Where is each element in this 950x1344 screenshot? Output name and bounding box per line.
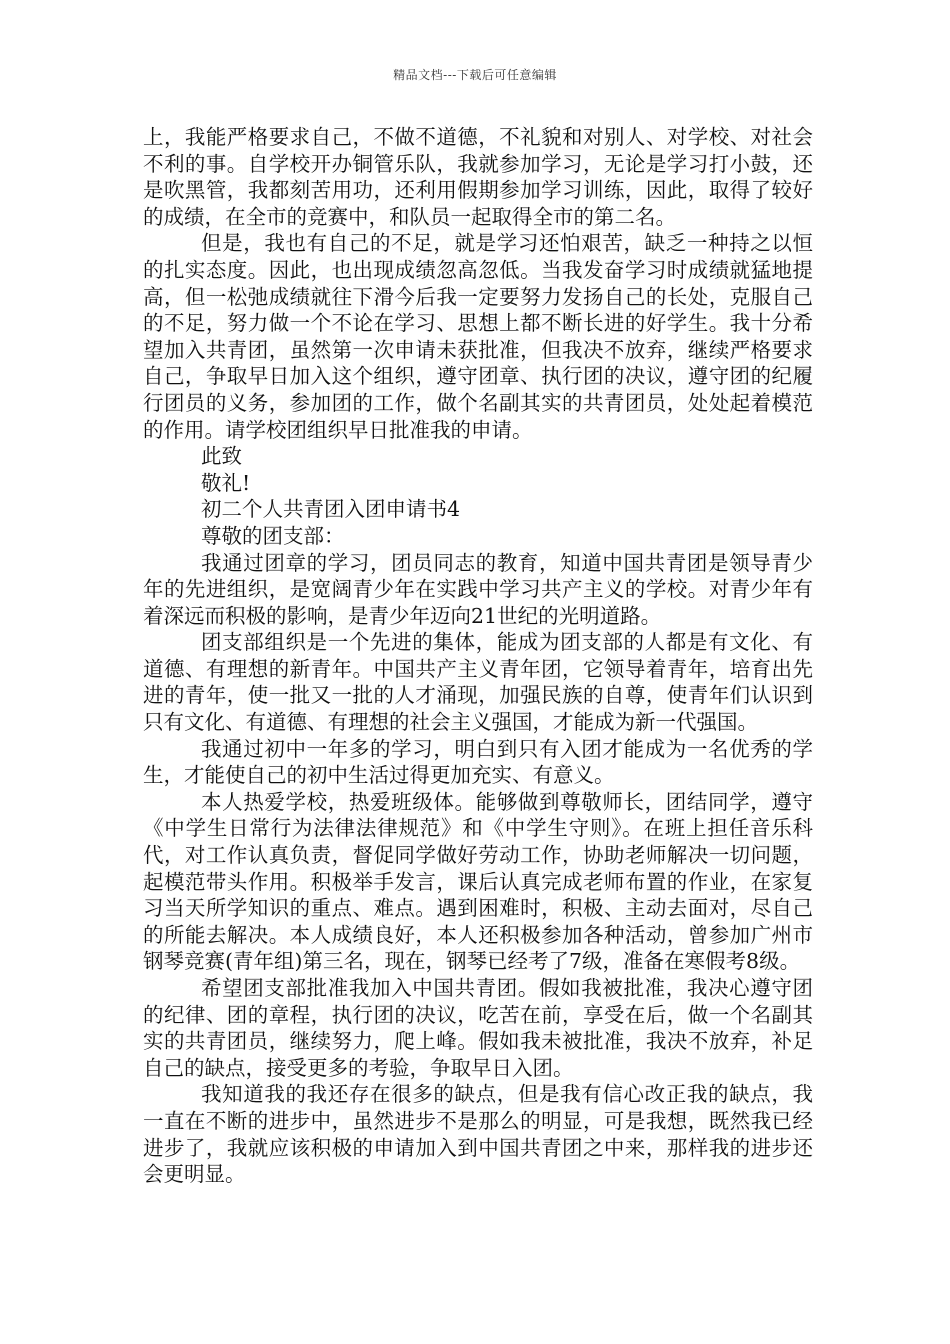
paragraph-12: 我知道我的我还存在很多的缺点，但是我有信心改正我的缺点，我一直在不断的进步中，虽然进步不是那么的明显，可是我想，既然我已经进步了，我就应该积极的申请加入到中国共青团之中来，那样我的进步还会更明显。 xyxy=(143,1082,813,1187)
section-title: 初二个人共青团入团申请书4 xyxy=(201,497,461,522)
closing-cizhi: 此致 xyxy=(201,444,242,469)
paragraph-10: 本人热爱学校，热爱班级体。能够做到尊敬师长，团结同学，遵守《中学生日常行为法律法律规范》和《中学生守则》。在班上担任音乐科代，对工作认真负责，督促同学做好劳动工作，协助老师解决一切问题，起模范带头作用。积极举手发言，课后认真完成老师布置的作业，在家复习当天所学知识的重点、难点。遇到困难时，积极、主动去面对，尽自己的所能去解决。本人成绩良好，本人还积极参加各种活动，曾参加广州市钢琴竞赛(青年组)第三名，现在，钢琴已经考了7级，准备在寒假考8级。 xyxy=(143,789,813,974)
page-header: 精品文档---下载后可任意编辑 xyxy=(393,68,557,82)
paragraph-1: 上，我能严格要求自己，不做不道德，不礼貌和对别人、对学校、对社会不利的事。自学校开办铜管乐队，我就参加学习，无论是学习打小鼓，还是吹黑管，我都刻苦用功，还利用假期参加学习训练，因此，取得了较好的成绩，在全市的竞赛中，和队员一起取得全市的第二名。 xyxy=(143,125,813,229)
paragraph-2: 但是，我也有自己的不足，就是学习还怕艰苦，缺乏一种持之以恒的扎实态度。因此，也出现成绩忽高忽低。当我发奋学习时成绩就猛地提高，但一松弛成绩就往下滑今后我一定要努力发扬自己的长处，克服自己的不足，努力做一个不论在学习、思想上都不断长进的好学生。我十分希望加入共青团，虽然第一次申请未获批准，但我决不放弃，继续严格要求自己，争取早日加入这个组织，遵守团章、执行团的决议，遵守团的纪履行团员的义务，参加团的工作，做个名副其实的共青团员，处处起着模范的作用。请学校团组织早日批准我的申请。 xyxy=(143,231,813,442)
paragraph-8: 团支部组织是一个先进的集体，能成为团支部的人都是有文化、有道德、有理想的新青年。中国共产主义青年团，它领导着青年，培育出先进的青年，使一批又一批的人才涌现，加强民族的自尊，使青年们认识到只有文化、有道德、有理想的社会主义强国，才能成为新一代强国。 xyxy=(143,630,813,735)
document-body xyxy=(143,124,813,1188)
salutation: 尊敬的团支部： xyxy=(201,523,345,548)
paragraph-9: 我通过初中一年多的学习，明白到只有入团才能成为一名优秀的学生，才能使自己的初中生活过得更加充实、有意义。 xyxy=(143,736,813,788)
paragraph-11: 希望团支部批准我加入中国共青团。假如我被批准，我决心遵守团的纪律、团的章程，执行团的决议，吃苦在前，享受在后，做一个名副其实的共青团员，继续努力，爬上峰。假如我未被批准，我决不放弃，补足自己的缺点，接受更多的考验，争取早日入团。 xyxy=(143,976,813,1080)
closing-jingli: 敬礼! xyxy=(201,470,251,495)
paragraph-7: 我通过团章的学习，团员同志的教育，知道中国共青团是领导青少年的先进组织，是宽阔青少年在实践中学习共产主义的学校。对青少年有着深远而积极的影响，是青少年迈向21世纪的光明道路。 xyxy=(143,550,813,628)
